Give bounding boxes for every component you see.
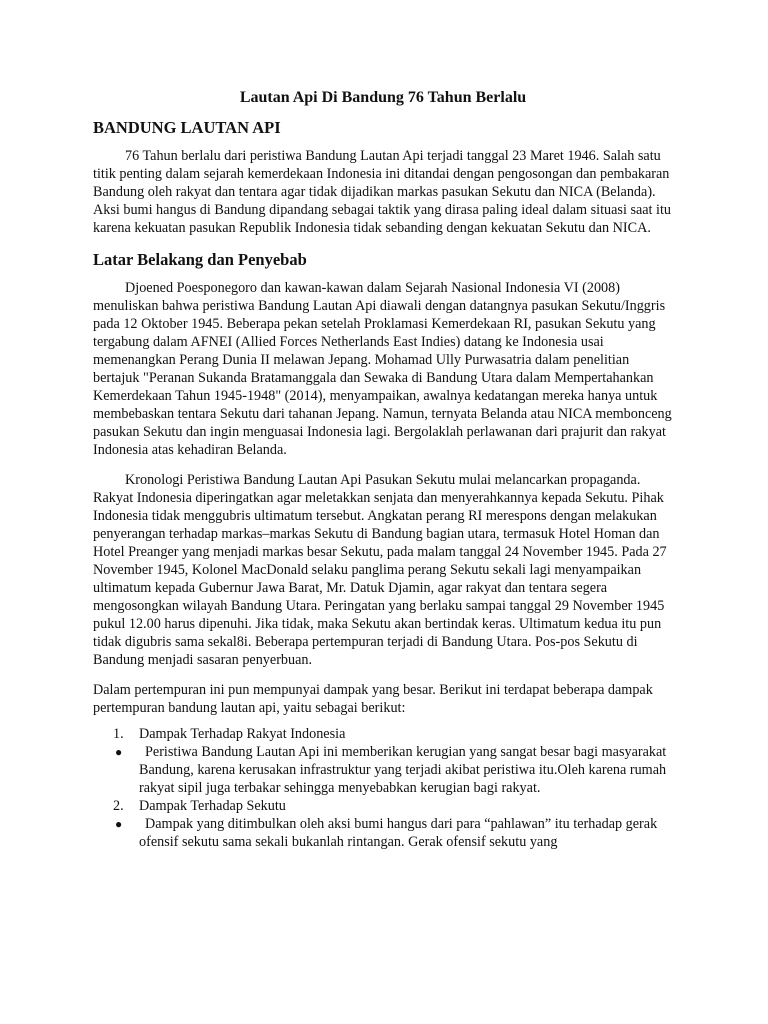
list-item-text: Peristiwa Bandung Lautan Api ini memberikan kerugian yang sangat besar bagi masyarakat Bandung, karena kerusakan infrastruktur yang terjadi akibat peristiwa itu.Oleh karena rumah rakyat sipil juga terbakar sehingga menyebabkan kerugian bagi rakyat. [139, 744, 667, 796]
impact-list [93, 725, 673, 851]
list-item-text: Dampak yang ditimbulkan oleh aksi bumi hangus dari para “pahlawan” itu terhadap gerak ofensif sekutu sama sekali bukanlah rintangan. Gerak ofensif sekutu yang [139, 816, 658, 850]
list-number: 2. [113, 798, 124, 814]
background-paragraph: Djoened Poesponegoro dan kawan-kawan dalam Sejarah Nasional Indonesia VI (2008) menuliskan bahwa peristiwa Bandung Lautan Api diawali dengan datangnya pasukan Sekutu/Inggris pada 12 Oktober 1945. Beberapa pekan setelah Proklamasi Kemerdekaan RI, pasukan Sekutu yang tergabung dalam AFNEI (Allied Forces Netherlands East Indies) datang ke Indonesia usai memenangkan Perang Dunia II melawan Jepang. Mohamad Ully Purwasatria dalam penelitian bertajuk "Peranan Sukanda Bratamanggala dan Sewaka di Bandung Utara dalam Mempertahankan Kemerdekaan Tahun 1945-1948" (2014), menyampaikan, awalnya kedatangan mereka hanya untuk membebaskan tentara Sekutu dari tahanan Jepang. Namun, ternyata Belanda atau NICA membonceng pasukan Sekutu dan ingin menguasai Indonesia lagi. Bergolaklah perlawanan dari prajurit dan rakyat Indonesia atas kehadiran Belanda. [93, 280, 672, 458]
bullet-icon: ● [115, 745, 123, 759]
list-number: 1. [113, 726, 124, 742]
list-item [93, 725, 673, 743]
intro-paragraph: 76 Tahun berlalu dari peristiwa Bandung Lautan Api terjadi tanggal 23 Maret 1946. Salah satu titik penting dalam sejarah kemerdekaan Indonesia ini ditandai dengan pengosongan dan pembakaran Bandung oleh rakyat dan tentara agar tidak dijadikan markas pasukan Sekutu dan NICA (Belanda). Aksi bumi hangus di Bandung dipandang sebagai taktik yang dirasa paling ideal dalam situasi saat itu karena kekuatan pasukan Republik Indonesia tidak sebanding dengan kekuatan Sekutu dan NICA. [93, 148, 672, 236]
list-item-title: Dampak Terhadap Rakyat Indonesia [139, 726, 346, 742]
list-item [93, 815, 673, 851]
section-heading-latar-belakang: Latar Belakang dan Penyebab [93, 250, 307, 269]
document-title: Lautan Api Di Bandung 76 Tahun Berlalu [239, 89, 527, 106]
impact-intro-paragraph: Dalam pertempuran ini pun mempunyai dampak yang besar. Berikut ini terdapat beberapa dampak pertempuran bandung lautan api, yaitu sebagai berikut: [93, 682, 653, 716]
document-page [93, 88, 673, 851]
list-item-title: Dampak Terhadap Sekutu [139, 798, 286, 814]
list-item [93, 797, 673, 815]
bullet-icon: ● [115, 817, 123, 831]
chronology-paragraph: Kronologi Peristiwa Bandung Lautan Api Pasukan Sekutu mulai melancarkan propaganda. Rakyat Indonesia diperingatkan agar meletakkan senjata dan menyerahkannya kepada Sekutu. Pihak Indonesia tidak menggubris ultimatum tersebut. Angkatan perang RI merespons dengan melakukan penyerangan terhadap markas–markas Sekutu di Bandung bagian utara, termasuk Hotel Homan dan Hotel Preanger yang menjadi markas besar Sekutu, pada malam tanggal 24 November 1945. Pada 27 November 1945, Kolonel MacDonald selaku panglima perang Sekutu sekali lagi menyampaikan ultimatum kepada Gubernur Jawa Barat, Mr. Datuk Djamin, agar rakyat dan tentara segera mengosongkan wilayah Bandung Utara. Peringatan yang berlaku sampai tanggal 29 November 1945 pukul 12.00 harus dipenuhi. Jika tidak, maka Sekutu akan bertindak keras. Ultimatum kedua itu pun tidak digubris sama sekal8i. Beberapa pertempuran terjadi di Bandung Utara. Pos-pos Sekutu di Bandung menjadi sasaran penyerbuan. [93, 472, 667, 668]
section-heading-bandung-lautan-api: BANDUNG LAUTAN API [93, 118, 281, 137]
list-item [93, 743, 673, 797]
